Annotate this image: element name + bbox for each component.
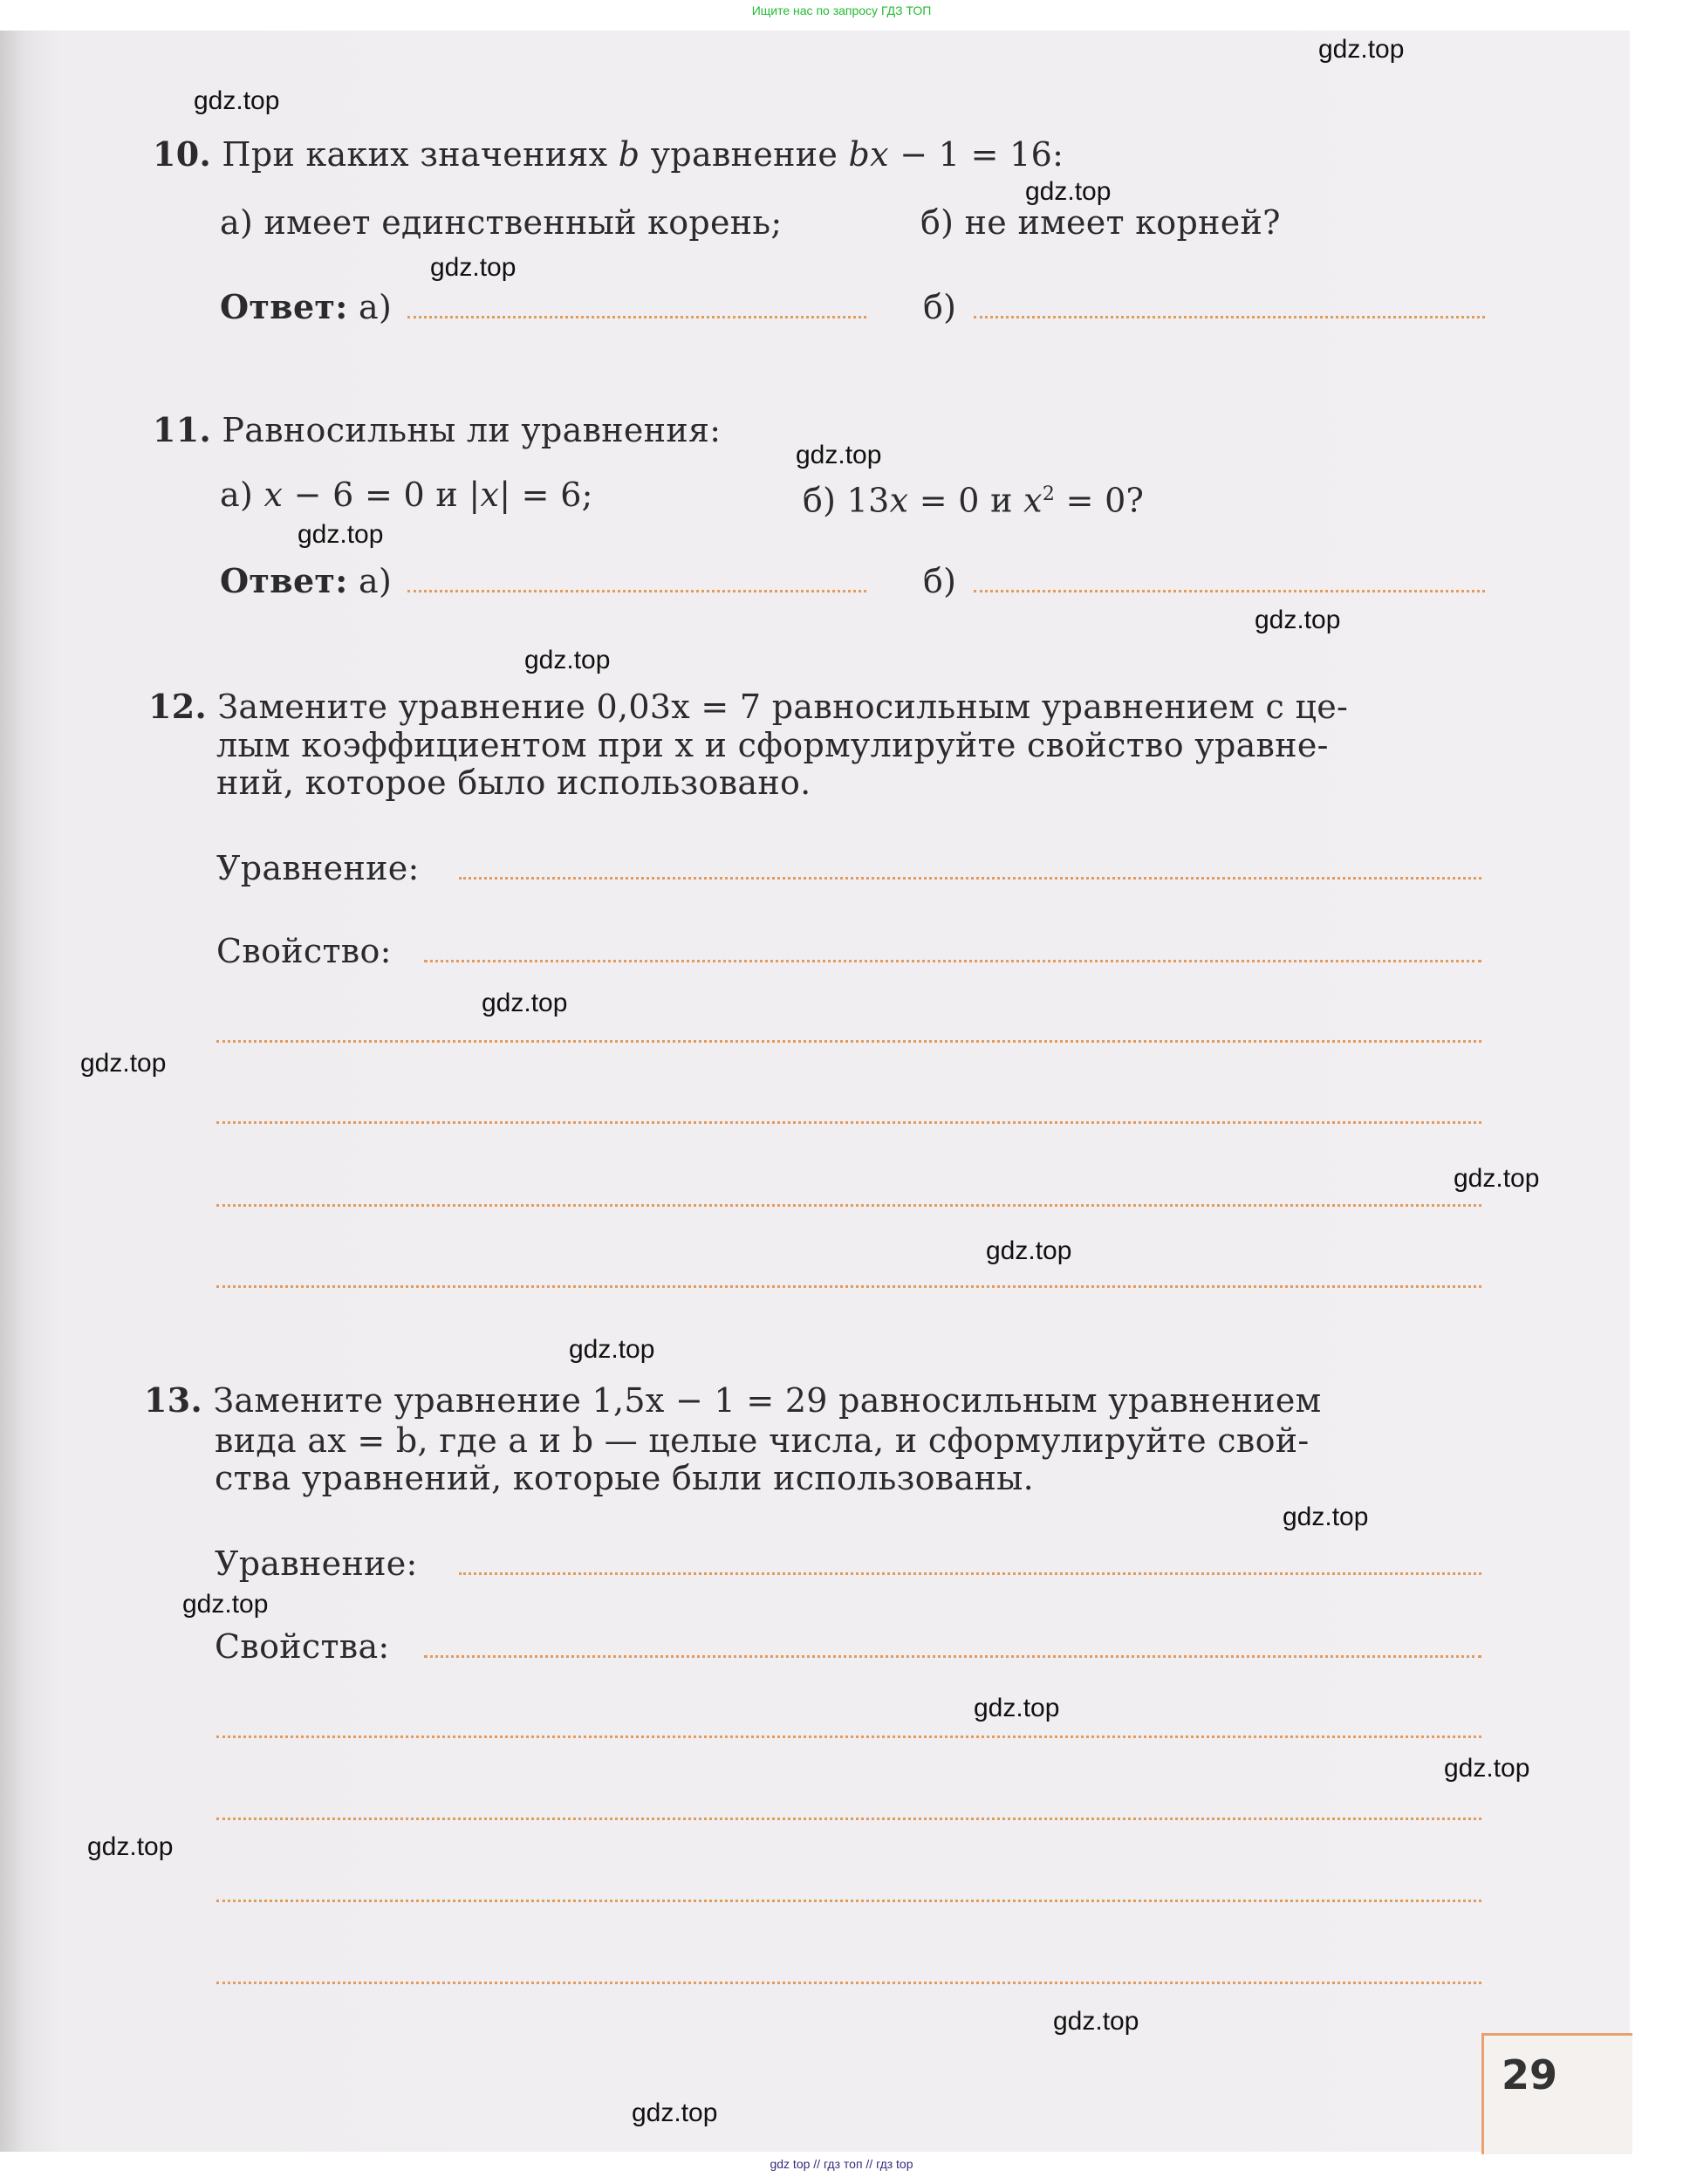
watermark: gdz.top [1025,177,1112,206]
answer-a-label: а) [359,562,393,600]
watermark: gdz.top [1053,2007,1139,2036]
variable: bx [848,135,889,174]
property-12-field[interactable] [424,960,1481,962]
equation-12-field[interactable] [459,877,1481,880]
search-banner[interactable]: Ищите нас по запросу ГДЗ ТОП [751,3,932,17]
question-13-line-1 [144,1380,1322,1421]
property-12-field-line[interactable] [216,1285,1481,1288]
answer-b-label: б) [923,288,957,326]
text: Равносильны ли уравнения: [222,411,722,449]
equation-label: Уравнение: [216,849,420,887]
watermark: gdz.top [1444,1754,1530,1783]
watermark: gdz.top [1283,1503,1369,1531]
text: уравнение [640,135,849,174]
question-10-title [153,134,1064,175]
question-number: 11. [153,410,212,449]
page-number: 29 [1502,2051,1558,2098]
property-13-field-line[interactable] [216,1736,1481,1738]
watermark: gdz.top [1318,35,1405,64]
question-11-part-b [803,475,1144,521]
answer-10a-field[interactable] [407,316,866,318]
variable: x [1023,481,1043,520]
watermark: gdz.top [986,1236,1072,1265]
watermark: gdz.top [482,989,568,1017]
watermark: gdz.top [87,1832,174,1861]
variable: x [263,476,284,514]
text: Замените уравнение 0,03x = 7 равносильным уравнением с це- [217,688,1349,726]
watermark: gdz.top [182,1590,269,1619]
equation-label: Уравнение: [215,1544,418,1583]
text: − 6 = 0 и | [283,476,481,514]
text: При каких значениях [222,135,619,174]
watermark: gdz.top [298,520,384,549]
text: а) [220,476,264,514]
workbook-page [0,31,1630,2152]
property-13-field-line[interactable] [216,1900,1481,1902]
question-10-part-b: б) не имеет корней? [920,203,1281,242]
exponent: 2 [1042,483,1056,505]
property-13-field-line[interactable] [216,1818,1481,1820]
watermark: gdz.top [1255,606,1341,634]
answer-10b-field[interactable] [974,316,1485,318]
watermark: gdz.top [524,646,611,674]
watermark: gdz.top [569,1335,655,1364]
property-label: Свойства: [215,1627,390,1666]
property-12-field-line[interactable] [216,1121,1481,1124]
equation-13-field[interactable] [459,1572,1481,1575]
answer-a-label: а) [359,288,393,326]
text: | = 6; [499,476,593,514]
question-10-part-a: а) имеет единственный корень; [220,203,783,242]
watermark: gdz.top [974,1694,1060,1722]
question-11-title [153,410,721,450]
question-12-line-2: лым коэффициентом при x и сформулируйте свойство уравне- [216,726,1329,764]
answer-word: Ответ: [220,287,348,326]
variable: x [889,481,909,520]
text: = 0? [1055,481,1145,520]
watermark: gdz.top [1454,1164,1540,1193]
property-label: Свойство: [216,932,392,970]
property-13-field-line[interactable] [216,1982,1481,1984]
question-number: 13. [144,1380,203,1420]
property-12-field-line[interactable] [216,1204,1481,1207]
question-12-line-1 [148,687,1348,727]
answer-label [220,287,392,327]
question-13-line-3: ства уравнений, которые были использованы. [215,1459,1034,1497]
text: Замените уравнение 1,5x − 1 = 29 равносильным уравнением [213,1381,1322,1420]
question-13-line-2: вида ax = b, где a и b — целые числа, и сформулируйте свой- [215,1421,1310,1460]
text: б) 13 [803,481,890,520]
page-number-box [1481,2033,1632,2154]
question-12-line-3: ний, которое было использовано. [216,763,811,802]
watermark: gdz.top [430,253,517,282]
watermark: gdz.top [632,2098,718,2127]
answer-label [220,561,392,601]
watermark: gdz.top [194,86,280,115]
answer-b-label: б) [923,562,957,600]
property-13-field[interactable] [424,1655,1481,1658]
answer-11a-field[interactable] [407,590,866,592]
answer-11b-field[interactable] [974,590,1485,592]
property-12-field-line[interactable] [216,1040,1481,1043]
footer-links[interactable]: gdz top // гдз топ // гдз top [770,2157,913,2171]
text: = 0 и [908,481,1024,520]
variable: b [618,135,640,174]
text: − 1 = 16: [888,135,1064,174]
watermark: gdz.top [796,441,882,469]
variable: x [480,476,500,514]
question-number: 12. [148,687,208,726]
question-number: 10. [153,134,212,174]
question-11-part-a [220,475,593,515]
answer-word: Ответ: [220,561,348,600]
watermark: gdz.top [80,1049,167,1078]
